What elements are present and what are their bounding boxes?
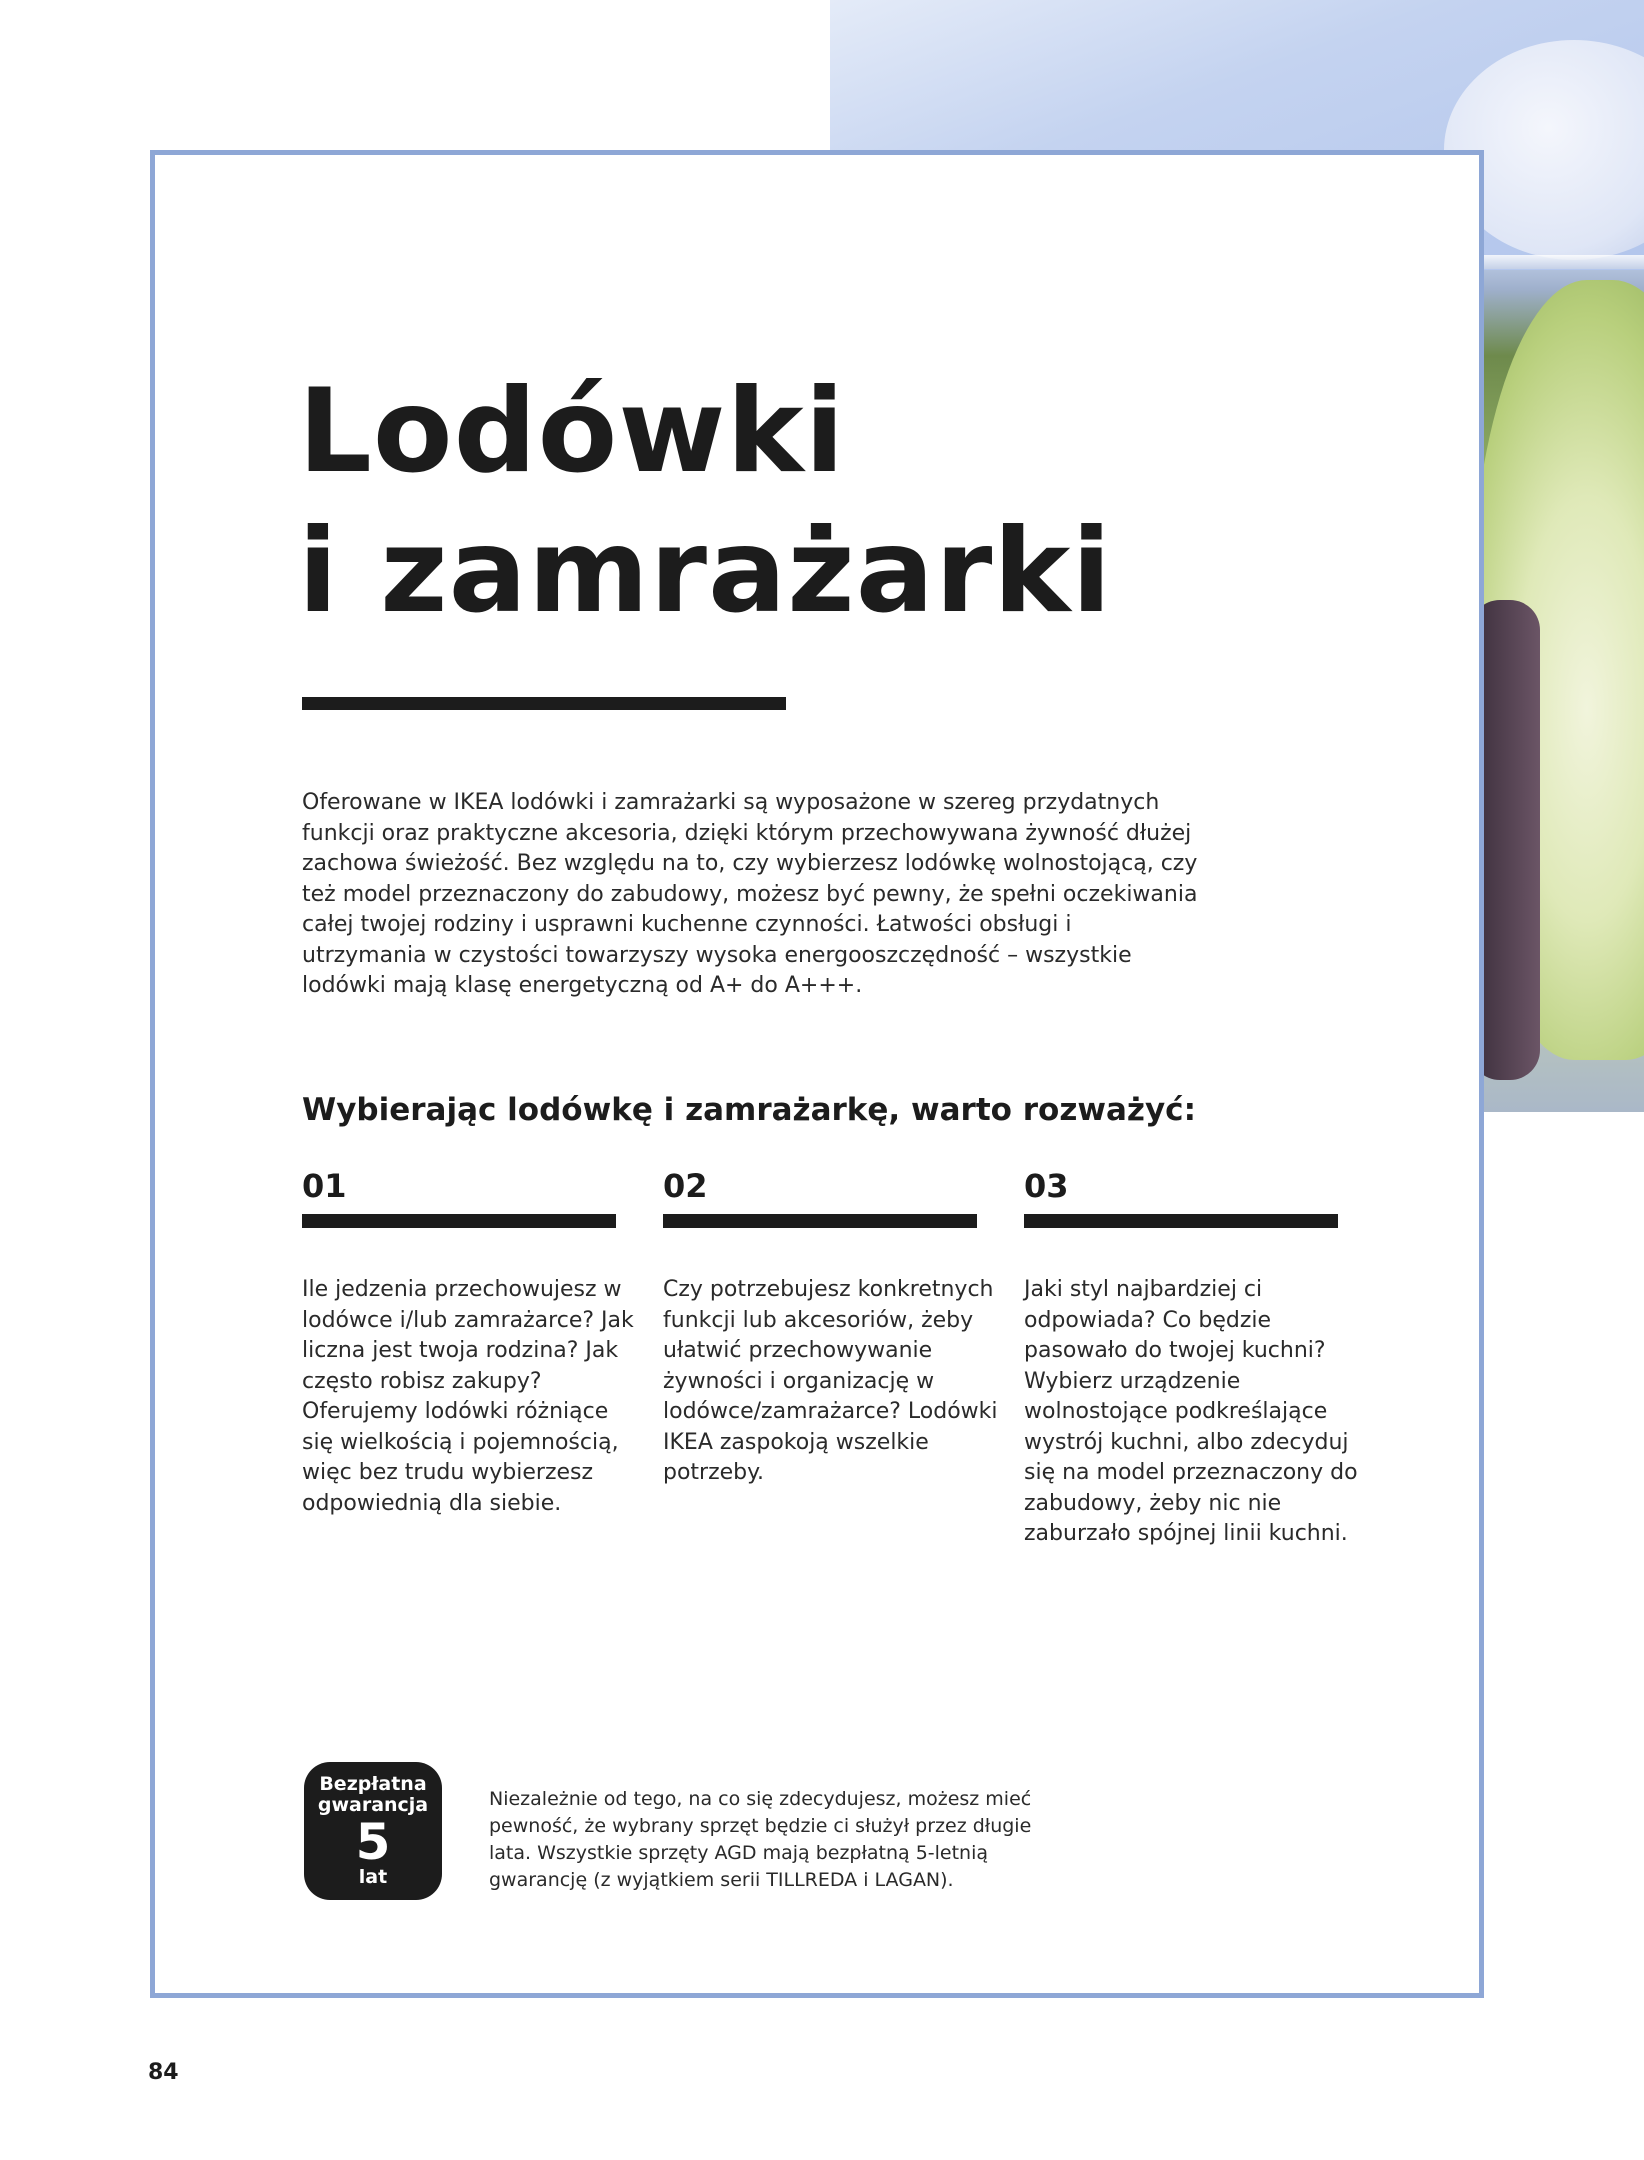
column-number: 02 [663,1167,708,1205]
column-text: Czy potrzebujesz konkretnych funkcji lub akcesoriów, żeby ułatwić przechowywanie żywności i organizację w lodówce/zamrażarce? Lodówki IKEA zaspokoją wszelkie potrzeby. [663,1277,998,1485]
title-line-1: Lodówki [298,364,846,499]
badge-unit: lat [358,1866,388,1888]
badge-number: 5 [355,1813,391,1871]
section-subheading: Wybierając lodówkę i zamrażarkę, warto rozważyć: [302,1092,1196,1128]
column-number: 03 [1024,1167,1069,1205]
column-text: Jaki styl najbardziej ci odpowiada? Co będzie pasowało do twojej kuchni? Wybierz urządzenie wolnostojące podkreślające wystrój kuchni, albo zdecyduj się na model przeznaczony do zabudowy, żeby nic nie zaburzało spójnej linii kuchni. [1024,1277,1358,1546]
column-rule [663,1214,977,1228]
badge-line-2: gwarancja [317,1794,429,1816]
guarantee-badge [304,1762,442,1900]
title-line-2: i zamrażarki [298,504,1113,639]
column-number: 01 [302,1167,347,1205]
title-underline [302,697,786,710]
column-text: Ile jedzenia przechowujesz w lodówce i/lub zamrażarce? Jak liczna jest twoja rodzina? Jak często robisz zakupy? Oferujemy lodówki różniące się wielkością i pojemnością, więc bez trudu wybierzesz odpowiednią dla siebie. [302,1277,634,1516]
column-rule [1024,1214,1338,1228]
consideration-column-2 [663,1166,998,1489]
page-title [298,362,1198,642]
intro-paragraph: Oferowane w IKEA lodówki i zamrażarki są wyposażone w szereg przydatnych funkcji oraz praktyczne akcesoria, dzięki którym przechowywana żywność dłużej zachowa świeżość. Bez względu na to, czy wybierzesz lodówkę wolnostojącą, czy też model przeznaczony do zabudowy, możesz być pewny, że spełni oczekiwania całej twojej rodziny i usprawni kuchenne czynności. Łatwości obsługi i utrzymania w czystości towarzyszy wysoka energooszczędność – wszystkie lodówki mają klasę energetyczną od A+ do A+++. [302,790,1198,998]
guarantee-text: Niezależnie od tego, na co się zdecydujesz, możesz mieć pewność, że wybrany sprzęt będzie ci służył przez długie lata. Wszystkie sprzęty AGD mają bezpłatną 5-letnią gwarancję (z wyjątkiem serii TILLREDA i LAGAN). [489,1788,1032,1891]
consideration-column-3 [1024,1166,1358,1550]
badge-line-1: Bezpłatna [319,1773,427,1795]
column-rule [302,1214,616,1228]
consideration-column-1 [302,1166,632,1519]
page-number: 84 [148,2060,179,2085]
